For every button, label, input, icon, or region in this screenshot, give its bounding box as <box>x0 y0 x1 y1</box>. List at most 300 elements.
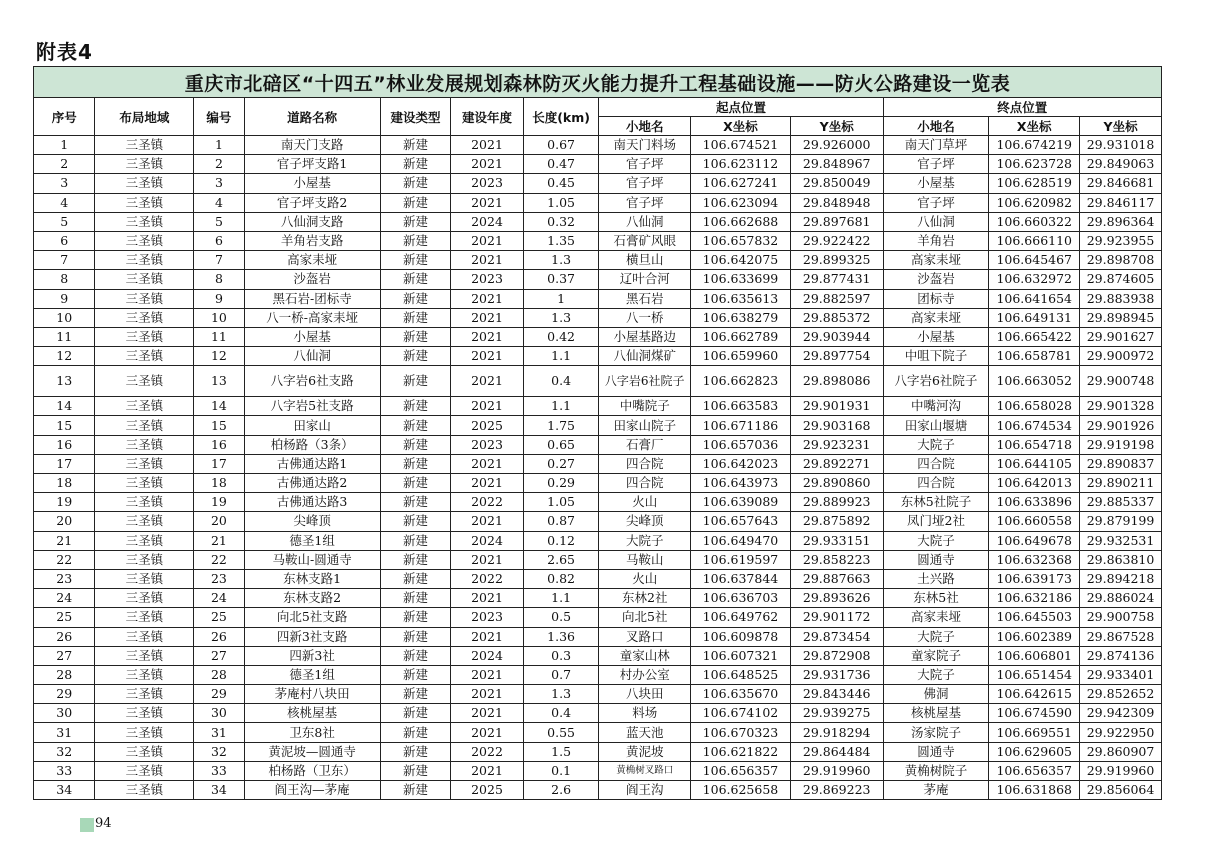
cell-end-y: 29.856064 <box>1080 781 1162 800</box>
cell-build-year: 2023 <box>451 174 524 193</box>
cell-start-y: 29.875892 <box>790 512 883 531</box>
cell-start-y: 29.899325 <box>790 251 883 270</box>
cell-start-x: 106.642075 <box>691 251 791 270</box>
cell-road-name: 茅庵村八块田 <box>244 685 380 704</box>
cell-road-name: 四新3社 <box>244 646 380 665</box>
cell-end-place: 中嘴河沟 <box>883 397 989 416</box>
table-row <box>34 723 1162 742</box>
table-row <box>34 251 1162 270</box>
cell-build-year: 2021 <box>451 289 524 308</box>
cell-code: 20 <box>194 512 244 531</box>
cell-location: 三圣镇 <box>95 474 194 493</box>
cell-end-x: 106.656357 <box>989 761 1080 780</box>
cell-code: 31 <box>194 723 244 742</box>
cell-seq: 11 <box>34 327 95 346</box>
cell-start-place: 蓝天池 <box>599 723 691 742</box>
cell-length: 1.3 <box>523 251 599 270</box>
cell-build-type: 新建 <box>380 435 451 454</box>
cell-seq: 12 <box>34 347 95 366</box>
cell-end-y: 29.901627 <box>1080 327 1162 346</box>
cell-code: 21 <box>194 531 244 550</box>
table-row <box>34 589 1162 608</box>
cell-end-y: 29.900972 <box>1080 347 1162 366</box>
cell-end-place: 高家耒垭 <box>883 308 989 327</box>
cell-seq: 20 <box>34 512 95 531</box>
cell-start-x: 106.625658 <box>691 781 791 800</box>
cell-start-x: 106.674102 <box>691 704 791 723</box>
cell-end-place: 佛洞 <box>883 685 989 704</box>
cell-end-y: 29.900758 <box>1080 608 1162 627</box>
table-row <box>34 366 1162 397</box>
cell-code: 32 <box>194 742 244 761</box>
cell-length: 1.5 <box>523 742 599 761</box>
cell-start-place: 八块田 <box>599 685 691 704</box>
cell-start-y: 29.882597 <box>790 289 883 308</box>
cell-end-y: 29.852652 <box>1080 685 1162 704</box>
cell-length: 0.47 <box>523 155 599 174</box>
cell-end-place: 高家耒垭 <box>883 608 989 627</box>
cell-start-place: 黑石岩 <box>599 289 691 308</box>
cell-length: 0.7 <box>523 665 599 684</box>
cell-build-year: 2021 <box>451 589 524 608</box>
cell-build-year: 2021 <box>451 761 524 780</box>
cell-build-type: 新建 <box>380 493 451 512</box>
cell-road-name: 南天门支路 <box>244 136 380 155</box>
cell-code: 27 <box>194 646 244 665</box>
cell-location: 三圣镇 <box>95 366 194 397</box>
cell-seq: 6 <box>34 231 95 250</box>
cell-end-x: 106.674219 <box>989 136 1080 155</box>
cell-code: 24 <box>194 589 244 608</box>
cell-seq: 22 <box>34 550 95 569</box>
cell-end-y: 29.919960 <box>1080 761 1162 780</box>
cell-start-y: 29.873454 <box>790 627 883 646</box>
cell-build-type: 新建 <box>380 627 451 646</box>
cell-build-type: 新建 <box>380 174 451 193</box>
header-build-type: 建设类型 <box>380 98 451 136</box>
cell-start-place: 田家山院子 <box>599 416 691 435</box>
cell-start-x: 106.662823 <box>691 366 791 397</box>
cell-end-y: 29.849063 <box>1080 155 1162 174</box>
cell-build-year: 2025 <box>451 416 524 435</box>
cell-seq: 13 <box>34 366 95 397</box>
table-row <box>34 155 1162 174</box>
cell-build-year: 2021 <box>451 397 524 416</box>
cell-end-place: 官子坪 <box>883 155 989 174</box>
cell-build-year: 2024 <box>451 212 524 231</box>
cell-end-x: 106.632186 <box>989 589 1080 608</box>
cell-start-y: 29.931736 <box>790 665 883 684</box>
cell-start-y: 29.901931 <box>790 397 883 416</box>
cell-start-place: 马鞍山 <box>599 550 691 569</box>
cell-road-name: 尖峰顶 <box>244 512 380 531</box>
header-start: 起点位置 <box>599 98 883 117</box>
cell-build-year: 2021 <box>451 512 524 531</box>
cell-code: 22 <box>194 550 244 569</box>
cell-code: 4 <box>194 193 244 212</box>
cell-start-x: 106.637844 <box>691 569 791 588</box>
cell-code: 33 <box>194 761 244 780</box>
cell-end-x: 106.654718 <box>989 435 1080 454</box>
cell-road-name: 向北5社支路 <box>244 608 380 627</box>
cell-build-year: 2023 <box>451 270 524 289</box>
cell-end-x: 106.620982 <box>989 193 1080 212</box>
cell-start-place: 黄桷树叉路口 <box>599 761 691 780</box>
cell-end-y: 29.901328 <box>1080 397 1162 416</box>
cell-location: 三圣镇 <box>95 270 194 289</box>
cell-end-place: 八仙洞 <box>883 212 989 231</box>
cell-end-y: 29.923955 <box>1080 231 1162 250</box>
cell-build-type: 新建 <box>380 665 451 684</box>
cell-end-place: 圆通寺 <box>883 742 989 761</box>
cell-seq: 7 <box>34 251 95 270</box>
cell-build-year: 2021 <box>451 723 524 742</box>
cell-start-x: 106.638279 <box>691 308 791 327</box>
cell-end-x: 106.669551 <box>989 723 1080 742</box>
cell-code: 3 <box>194 174 244 193</box>
cell-end-y: 29.886024 <box>1080 589 1162 608</box>
cell-location: 三圣镇 <box>95 289 194 308</box>
cell-start-place: 官子坪 <box>599 193 691 212</box>
cell-location: 三圣镇 <box>95 550 194 569</box>
cell-start-y: 29.885372 <box>790 308 883 327</box>
cell-length: 0.32 <box>523 212 599 231</box>
table-row <box>34 435 1162 454</box>
cell-end-x: 106.674590 <box>989 704 1080 723</box>
cell-end-place: 官子坪 <box>883 193 989 212</box>
cell-road-name: 羊角岩支路 <box>244 231 380 250</box>
header-end-place: 小地名 <box>883 117 989 136</box>
cell-seq: 8 <box>34 270 95 289</box>
cell-location: 三圣镇 <box>95 627 194 646</box>
table-row <box>34 308 1162 327</box>
cell-seq: 10 <box>34 308 95 327</box>
cell-length: 1.3 <box>523 685 599 704</box>
cell-build-year: 2021 <box>451 193 524 212</box>
cell-end-y: 29.885337 <box>1080 493 1162 512</box>
cell-length: 0.4 <box>523 366 599 397</box>
cell-seq: 29 <box>34 685 95 704</box>
cell-end-y: 29.874605 <box>1080 270 1162 289</box>
cell-build-year: 2021 <box>451 347 524 366</box>
cell-length: 1.05 <box>523 193 599 212</box>
cell-build-type: 新建 <box>380 685 451 704</box>
cell-build-type: 新建 <box>380 512 451 531</box>
cell-start-y: 29.918294 <box>790 723 883 742</box>
cell-end-y: 29.890837 <box>1080 454 1162 473</box>
cell-road-name: 东林支路2 <box>244 589 380 608</box>
cell-location: 三圣镇 <box>95 308 194 327</box>
cell-start-x: 106.657832 <box>691 231 791 250</box>
cell-code: 29 <box>194 685 244 704</box>
cell-end-x: 106.663052 <box>989 366 1080 397</box>
cell-location: 三圣镇 <box>95 723 194 742</box>
cell-length: 0.45 <box>523 174 599 193</box>
table-row <box>34 454 1162 473</box>
cell-end-x: 106.658028 <box>989 397 1080 416</box>
cell-location: 三圣镇 <box>95 251 194 270</box>
table-row <box>34 646 1162 665</box>
table-row <box>34 212 1162 231</box>
header-start-y: Y坐标 <box>790 117 883 136</box>
cell-road-name: 八一桥-高家耒垭 <box>244 308 380 327</box>
cell-start-place: 火山 <box>599 493 691 512</box>
cell-length: 0.4 <box>523 704 599 723</box>
cell-location: 三圣镇 <box>95 512 194 531</box>
cell-build-type: 新建 <box>380 589 451 608</box>
cell-end-place: 高家耒垭 <box>883 251 989 270</box>
cell-end-x: 106.628519 <box>989 174 1080 193</box>
cell-start-x: 106.649762 <box>691 608 791 627</box>
cell-location: 三圣镇 <box>95 136 194 155</box>
cell-start-x: 106.623112 <box>691 155 791 174</box>
cell-end-x: 106.606801 <box>989 646 1080 665</box>
cell-end-y: 29.900748 <box>1080 366 1162 397</box>
cell-road-name: 黄泥坡—圆通寺 <box>244 742 380 761</box>
cell-build-year: 2021 <box>451 327 524 346</box>
cell-location: 三圣镇 <box>95 646 194 665</box>
cell-length: 0.12 <box>523 531 599 550</box>
cell-start-x: 106.648525 <box>691 665 791 684</box>
cell-location: 三圣镇 <box>95 193 194 212</box>
table-row <box>34 781 1162 800</box>
cell-build-type: 新建 <box>380 569 451 588</box>
cell-location: 三圣镇 <box>95 589 194 608</box>
cell-start-place: 阎王沟 <box>599 781 691 800</box>
cell-end-place: 团标寺 <box>883 289 989 308</box>
cell-seq: 16 <box>34 435 95 454</box>
cell-code: 28 <box>194 665 244 684</box>
table-row <box>34 761 1162 780</box>
cell-start-place: 大院子 <box>599 531 691 550</box>
fire-road-table <box>33 66 1162 800</box>
cell-end-x: 106.651454 <box>989 665 1080 684</box>
cell-seq: 30 <box>34 704 95 723</box>
cell-start-y: 29.889923 <box>790 493 883 512</box>
cell-length: 0.3 <box>523 646 599 665</box>
cell-start-y: 29.877431 <box>790 270 883 289</box>
cell-build-year: 2021 <box>451 136 524 155</box>
cell-code: 7 <box>194 251 244 270</box>
cell-start-x: 106.636703 <box>691 589 791 608</box>
cell-build-year: 2021 <box>451 474 524 493</box>
cell-seq: 23 <box>34 569 95 588</box>
cell-length: 0.65 <box>523 435 599 454</box>
cell-road-name: 八字岩6社支路 <box>244 366 380 397</box>
table-row <box>34 416 1162 435</box>
cell-start-y: 29.897681 <box>790 212 883 231</box>
cell-start-x: 106.635670 <box>691 685 791 704</box>
cell-road-name: 德圣1组 <box>244 531 380 550</box>
cell-build-year: 2021 <box>451 155 524 174</box>
cell-road-name: 古佛通达路1 <box>244 454 380 473</box>
table-row <box>34 174 1162 193</box>
cell-seq: 26 <box>34 627 95 646</box>
cell-end-place: 大院子 <box>883 627 989 646</box>
cell-start-place: 八一桥 <box>599 308 691 327</box>
cell-length: 0.5 <box>523 608 599 627</box>
table-row <box>34 550 1162 569</box>
cell-end-y: 29.896364 <box>1080 212 1162 231</box>
cell-build-year: 2022 <box>451 742 524 761</box>
cell-build-type: 新建 <box>380 136 451 155</box>
table-row <box>34 493 1162 512</box>
cell-build-type: 新建 <box>380 270 451 289</box>
cell-seq: 15 <box>34 416 95 435</box>
cell-end-y: 29.919198 <box>1080 435 1162 454</box>
cell-build-year: 2024 <box>451 646 524 665</box>
cell-build-year: 2021 <box>451 704 524 723</box>
cell-seq: 5 <box>34 212 95 231</box>
table-row <box>34 136 1162 155</box>
cell-seq: 31 <box>34 723 95 742</box>
cell-start-x: 106.662789 <box>691 327 791 346</box>
table-row <box>34 397 1162 416</box>
cell-end-place: 土兴路 <box>883 569 989 588</box>
cell-road-name: 八字岩5社支路 <box>244 397 380 416</box>
cell-build-year: 2021 <box>451 685 524 704</box>
cell-start-x: 106.671186 <box>691 416 791 435</box>
cell-end-x: 106.665422 <box>989 327 1080 346</box>
cell-start-y: 29.848948 <box>790 193 883 212</box>
cell-start-y: 29.926000 <box>790 136 883 155</box>
cell-end-x: 106.633896 <box>989 493 1080 512</box>
cell-end-x: 106.649131 <box>989 308 1080 327</box>
page-number: 94 <box>95 816 112 831</box>
cell-location: 三圣镇 <box>95 493 194 512</box>
header-end-y: Y坐标 <box>1080 117 1162 136</box>
cell-end-x: 106.642013 <box>989 474 1080 493</box>
cell-build-type: 新建 <box>380 454 451 473</box>
cell-end-y: 29.894218 <box>1080 569 1162 588</box>
cell-length: 0.27 <box>523 454 599 473</box>
header-start-x: X坐标 <box>691 117 791 136</box>
cell-build-year: 2021 <box>451 366 524 397</box>
cell-start-place: 官子坪 <box>599 174 691 193</box>
cell-build-type: 新建 <box>380 416 451 435</box>
cell-build-year: 2025 <box>451 781 524 800</box>
cell-start-x: 106.635613 <box>691 289 791 308</box>
table-row <box>34 569 1162 588</box>
cell-length: 1.1 <box>523 397 599 416</box>
cell-length: 0.55 <box>523 723 599 742</box>
cell-code: 34 <box>194 781 244 800</box>
cell-start-x: 106.670323 <box>691 723 791 742</box>
cell-end-y: 29.863810 <box>1080 550 1162 569</box>
cell-start-x: 106.657036 <box>691 435 791 454</box>
cell-start-y: 29.872908 <box>790 646 883 665</box>
cell-build-year: 2023 <box>451 435 524 454</box>
cell-road-name: 小屋基 <box>244 327 380 346</box>
cell-build-type: 新建 <box>380 193 451 212</box>
cell-build-type: 新建 <box>380 308 451 327</box>
cell-location: 三圣镇 <box>95 347 194 366</box>
cell-end-x: 106.631868 <box>989 781 1080 800</box>
cell-length: 2.6 <box>523 781 599 800</box>
cell-build-type: 新建 <box>380 347 451 366</box>
cell-start-place: 四合院 <box>599 474 691 493</box>
cell-code: 19 <box>194 493 244 512</box>
cell-length: 1.3 <box>523 308 599 327</box>
cell-end-place: 核桃屋基 <box>883 704 989 723</box>
cell-code: 25 <box>194 608 244 627</box>
cell-start-place: 四合院 <box>599 454 691 473</box>
cell-start-place: 料场 <box>599 704 691 723</box>
cell-code: 23 <box>194 569 244 588</box>
header-start-place: 小地名 <box>599 117 691 136</box>
cell-start-x: 106.633699 <box>691 270 791 289</box>
cell-seq: 33 <box>34 761 95 780</box>
cell-seq: 18 <box>34 474 95 493</box>
cell-seq: 32 <box>34 742 95 761</box>
cell-end-y: 29.922950 <box>1080 723 1162 742</box>
cell-build-year: 2021 <box>451 627 524 646</box>
cell-code: 1 <box>194 136 244 155</box>
cell-start-y: 29.897754 <box>790 347 883 366</box>
cell-build-type: 新建 <box>380 761 451 780</box>
table-body <box>34 136 1162 800</box>
cell-code: 2 <box>194 155 244 174</box>
cell-end-y: 29.898708 <box>1080 251 1162 270</box>
cell-location: 三圣镇 <box>95 781 194 800</box>
cell-start-place: 石膏矿风眼 <box>599 231 691 250</box>
cell-end-place: 田家山堰塘 <box>883 416 989 435</box>
cell-end-place: 童家院子 <box>883 646 989 665</box>
cell-road-name: 核桃屋基 <box>244 704 380 723</box>
cell-seq: 21 <box>34 531 95 550</box>
cell-build-year: 2024 <box>451 531 524 550</box>
cell-start-x: 106.674521 <box>691 136 791 155</box>
cell-code: 15 <box>194 416 244 435</box>
cell-build-year: 2021 <box>451 665 524 684</box>
cell-code: 30 <box>194 704 244 723</box>
cell-seq: 14 <box>34 397 95 416</box>
cell-location: 三圣镇 <box>95 174 194 193</box>
cell-start-y: 29.890860 <box>790 474 883 493</box>
cell-start-y: 29.893626 <box>790 589 883 608</box>
cell-road-name: 柏杨路（3条） <box>244 435 380 454</box>
cell-start-x: 106.649470 <box>691 531 791 550</box>
cell-length: 0.37 <box>523 270 599 289</box>
table-row <box>34 608 1162 627</box>
cell-start-x: 106.657643 <box>691 512 791 531</box>
cell-start-y: 29.887663 <box>790 569 883 588</box>
cell-end-x: 106.623728 <box>989 155 1080 174</box>
cell-length: 0.67 <box>523 136 599 155</box>
cell-code: 13 <box>194 366 244 397</box>
cell-road-name: 古佛通达路3 <box>244 493 380 512</box>
cell-end-x: 106.642615 <box>989 685 1080 704</box>
cell-start-x: 106.623094 <box>691 193 791 212</box>
cell-end-x: 106.660558 <box>989 512 1080 531</box>
cell-end-place: 小屋基 <box>883 327 989 346</box>
cell-end-y: 29.932531 <box>1080 531 1162 550</box>
cell-start-y: 29.843446 <box>790 685 883 704</box>
table-row <box>34 474 1162 493</box>
cell-road-name: 古佛通达路2 <box>244 474 380 493</box>
cell-start-y: 29.903168 <box>790 416 883 435</box>
cell-end-x: 106.645503 <box>989 608 1080 627</box>
cell-start-y: 29.892271 <box>790 454 883 473</box>
cell-start-place: 八仙洞 <box>599 212 691 231</box>
cell-length: 1.1 <box>523 347 599 366</box>
cell-start-y: 29.858223 <box>790 550 883 569</box>
cell-length: 1.75 <box>523 416 599 435</box>
cell-start-y: 29.922422 <box>790 231 883 250</box>
cell-seq: 2 <box>34 155 95 174</box>
cell-start-place: 东林2社 <box>599 589 691 608</box>
cell-length: 1.05 <box>523 493 599 512</box>
